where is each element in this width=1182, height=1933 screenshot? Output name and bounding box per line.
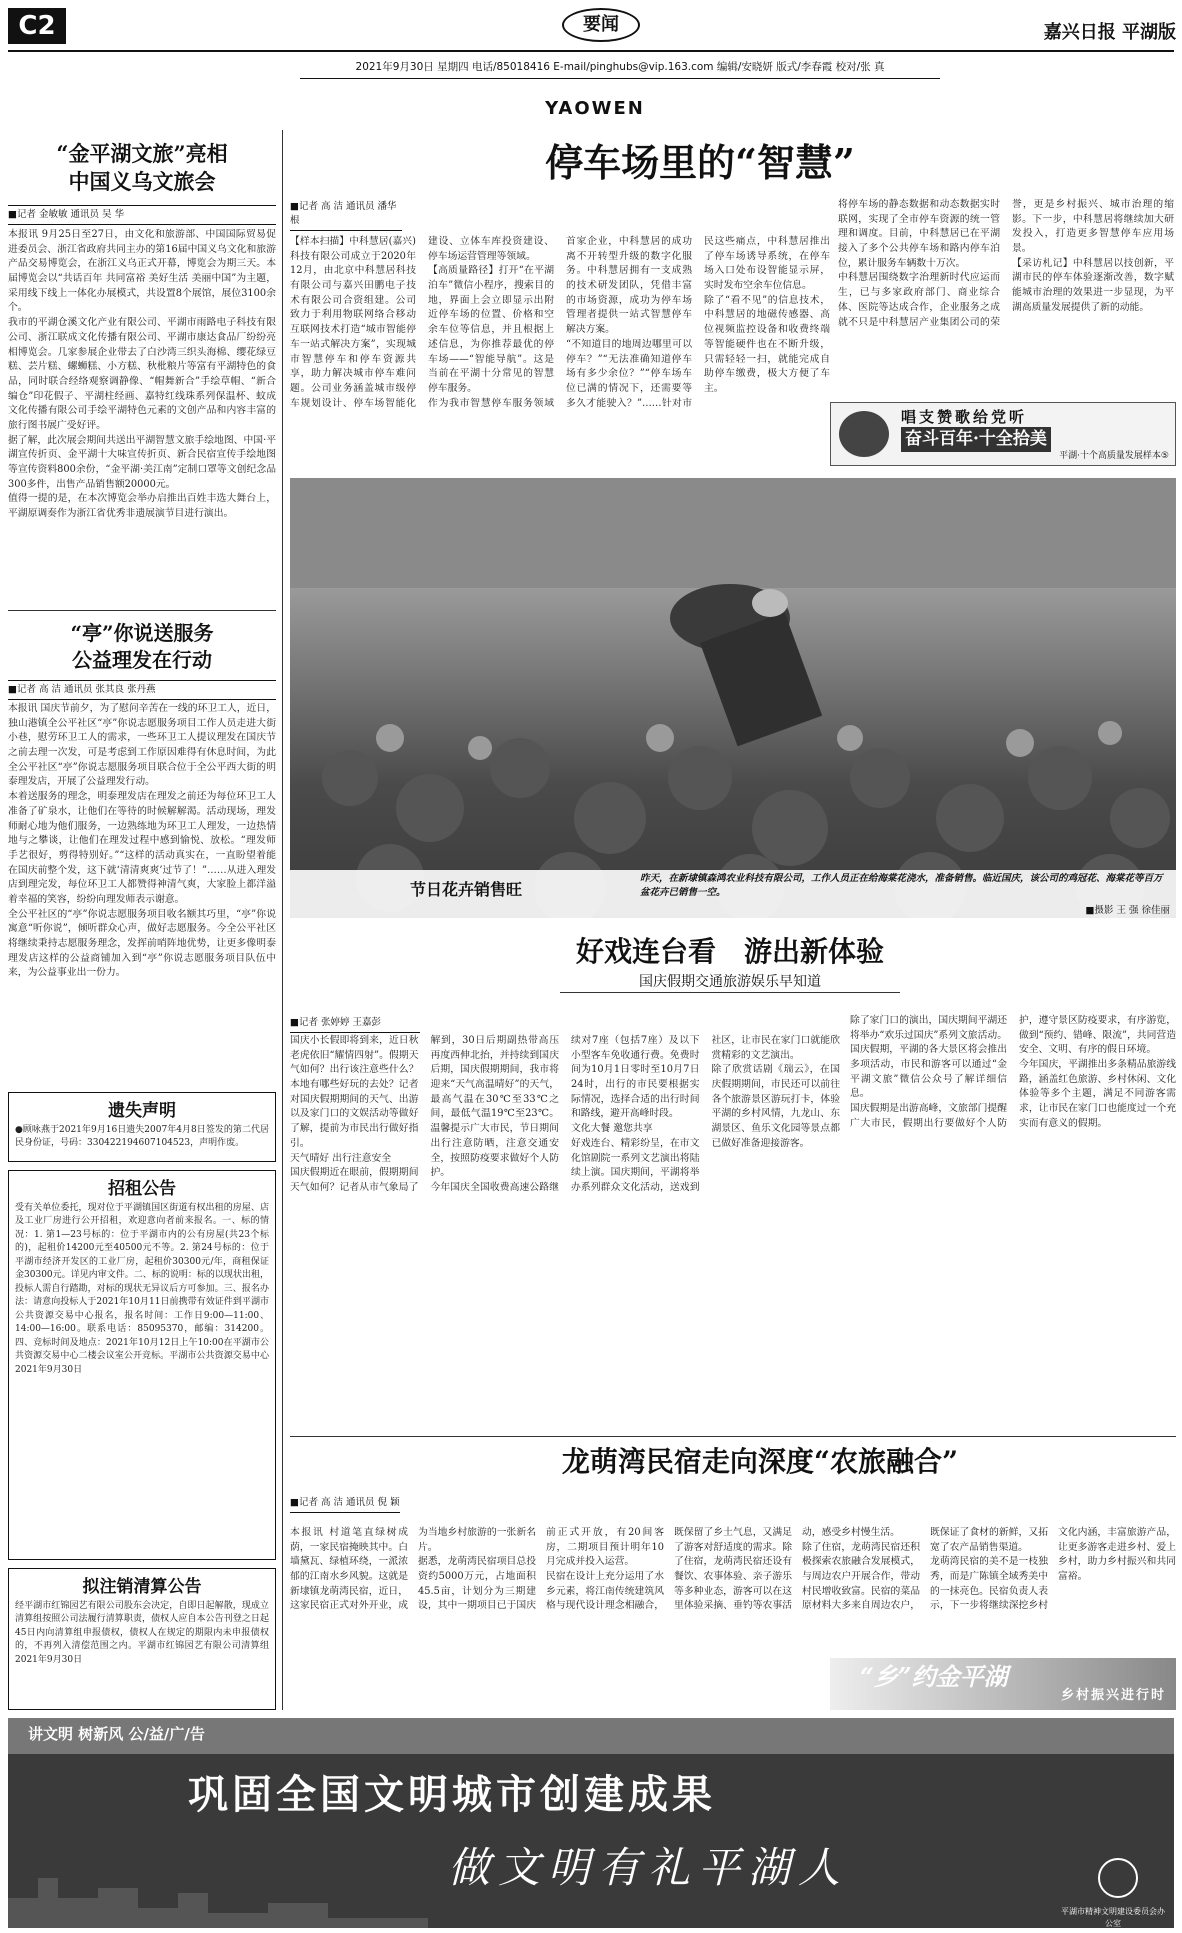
- party-banner-line2: 奋斗百年·十全拾美: [901, 427, 1051, 452]
- article4-byline: ■记者 张婷婷 王嘉彭: [290, 1014, 420, 1033]
- liquidation-notice-body: 经平湖市红锦园艺有限公司股东会决定，自即日起解散，现成立清算组按照公司法履行清算职责，债权人应自本公告刊登之日起45日内向清算组申报债权，债权人在规定的期限内未申报债权的，不再列入清偿范围之内。平湖市红锦园艺有限公司清算组 2021年9月30日: [15, 1600, 269, 1665]
- article4-body: 国庆小长假即将到来，近日秋老虎依旧“耀情四射”。假期天气如何？出行该注意些什么？本地有哪些好玩的去处？记者对国庆假期期间的天气、出游以及家门口的文娱活动等做好了解，提前为市民出行做好指引。 天气晴好 出行注意安全 国庆假期近在眼前，假期期间天气如何？记者从市气象局了解到，30日后期副热带高压再度西伸北抬，并持续到国庆后期，国庆假期期间，我市将迎来“天气高温晴好”的天气，最高气温在30℃至33℃之间，最低气温19℃至23℃。温馨提示广大市民，节日期间出行注意防晒，注意交通安全，按照防疫要求做好个人防护。 今年国庆全国收费高速公路继续对7座（包括7座）及以下小型客车免收通行费。免费时间为10月1日零时至10月7日24时，出行的市民要根据实际情况，选择合适的出行时间和路线，避开高峰时段。 文化大餐 邀您共享 好戏连台、精彩纷呈，在市文化馆剧院一系列文艺演出将陆续上演。国庆期间，平湖将举办系列群众文化活动，送戏到社区，让市民在家门口就能欣赏精彩的文艺演出。 除了欣赏话剧《瑞云》，在国庆假期期间，市民还可以前往各个旅游景区游玩打卡，体验平湖的乡村风情，九龙山、东湖景区、鱼乐文化园等景点都已做好准备迎接游客。: [290, 1035, 840, 1193]
- article2-byline: ■记者 高 洁 通讯员 张其良 张丹燕: [8, 680, 276, 700]
- ad-org: 平湖市精神文明建设委员会办公室: [1061, 1907, 1165, 1928]
- village-banner-line1: “乡”约金平湖: [860, 1662, 1008, 1691]
- photo-headline: 节日花卉销售旺: [410, 880, 523, 899]
- article5-title: 龙萌湾民宿走向深度“农旅融合”: [561, 1445, 959, 1478]
- meta-rule: [300, 78, 940, 79]
- article1-title: “金平湖文旅”亮相 中国义乌文旅会: [56, 141, 228, 195]
- village-banner-line2: 乡村振兴进行时: [1060, 1688, 1166, 1704]
- ad-script: 做文明有礼平湖人: [448, 1843, 849, 1892]
- article4-body-continued: 除了家门口的演出，国庆期间平湖还将举办“欢乐过国庆”系列文旅活动。国庆假期，平湖的各大景区将会推出多项活动，市民和游客可以通过“金平湖文旅”微信公众号了解详细信息。 国庆假期是出游高峰，文旅部门提醒广大市民，假期出行要做好个人防护，遵守景区防疫要求，有序游览，做到“预约、错峰、限流”，共同营造安全、文明、有序的假日环境。 今年国庆，平湖推出多条精品旅游线路，涵盖红色旅游、乡村休闲、文化体验等多个主题，满足不同游客需求，让市民在家门口也能度过一个充实而有意义的假期。: [850, 1015, 1176, 1129]
- article2-body: 本报讯 国庆节前夕，为了慰问辛苦在一线的环卫工人，近日，独山港镇全公平社区“亭”你说志愿服务项目工作人员走进大街小巷，慰劳环卫工人的需求，一些环卫工人提议理发在国庆节之前去理一次发，可是考虑到工作原因难得有休息时间，为此全公平社区“亭”你说志愿服务项目联合位于全公平西大街的明泰理发店，开展了公益理发行动。 本着送服务的理念，明泰理发店在理发之前还为每位环卫工人准备了矿泉水，让他们在等待的时候解解渴。活动现场，理发师耐心地为他们服务，一边熟练地为环卫工人理发，一边热情地与之攀谈，让他们在理发过程中感到愉悦、放松。“理发师手艺很好，剪得特别好。”“这样的活动真实在，一直盼望着能在国庆前整个发，这下就‘清清爽爽’过节了！”……从进入理发店到理完发，每位环卫工人都赞得神清气爽，大家脸上都洋溢着幸福的笑容，纷纷向理发师表示谢意。 全公平社区的“亭”你说志愿服务项目收名额其巧里，“亭”你说寓意“听你说”，倾听群众心声，做好志愿服务。今全公平社区将继续秉持志愿服务理念，发挥前哨阵地优势，让更多像明泰理发店这样的公益商铺加入到“亭”你说志愿服务项目队伍中来，为公益事业出一份力。: [8, 703, 276, 979]
- newspaper-brand: 嘉兴日报 平湖版: [1043, 22, 1176, 43]
- divider: [8, 610, 276, 611]
- article3-byline: ■记者 高 洁 通讯员 潘华根: [290, 198, 402, 231]
- divider: [290, 1436, 1176, 1437]
- ad-headline: 巩固全国文明城市创建成果: [188, 1771, 716, 1818]
- party-emblem-icon: [839, 411, 889, 457]
- section-english: YAOWEN: [545, 98, 645, 119]
- liquidation-notice: [8, 1568, 276, 1710]
- public-service-ad: [8, 1718, 1174, 1928]
- lost-notice-body: ●顾咏燕于2021年9月16日遗失2007年4月8日签发的第二代居民身份证，号码：330422194607104523，声明作废。: [15, 1124, 269, 1149]
- header-meta: 2021年9月30日 星期四 电话/85018416 E-mail/pinghubs@vip.163.com 编辑/安晓妍 版式/李春霞 校对/张 真: [355, 61, 885, 73]
- lost-notice-title: 遗失声明: [108, 1101, 176, 1121]
- lost-notice: [8, 1092, 276, 1162]
- article3-body: 【样本扫描】中科慧居(嘉兴)科技有限公司成立于2020年12月，由北京中科慧居科技有限公司与嘉兴田鹏电子技术有限公司合资组建。公司致力于利用物联网络合移动互联网技术打造“城市智能停车一站式解决方案”，实现城市智慧停车和停车资源共享，助力解决城市停车难问题。公司业务涵盖城市级停车规划设计、停车场智能化建设、立体车库投资建设、停车场运营管理等领域。 【高质量路径】打开“在平湖泊车”微信小程序，搜索目的地，界面上会立即显示出附近停车场的位置、价格和空余车位等信息，并且根据上述信息，为你推荐最优的停车场——“智能导航”。这是当前在平湖十分常见的智慧停车服务。 作为我市智慧停车服务领域首家企业，中科慧居的成功离不开转型升级的数字化服务。中科慧居拥有一支成熟的技术研发团队，凭借丰富的市场资源，成功为停车场管理者提供一站式智慧停车解决方案。 “不知道目的地周边哪里可以停车？”“无法准确知道停车场有多少余位？”“停车场车位已满的情况下，还需要等多久才能驶入？”……针对市民这些痛点，中科慧居推出了停车场诱导系统，在停车场入口处布设智能显示屏，实时发布空余车位信息。 除了“看不见”的信息技术，中科慧居的地磁传感器、高位视频监控设备和收费终端等智能硬件也在不断升级，只需轻轻一扫，就能完成自助停车缴费，极大方便了车主。: [290, 236, 830, 409]
- section-badge: [540, 6, 660, 52]
- ad-skyline-icon: [8, 1868, 428, 1928]
- article4-subtitle: 国庆假期交通旅游娱乐早知道: [560, 972, 900, 993]
- party-banner-sub: 平湖·十个高质量发展样本⑤: [1059, 450, 1169, 461]
- article1-byline: ■记者 金敏敏 通讯员 吴 华: [8, 205, 276, 225]
- rent-notice: [8, 1170, 276, 1560]
- ad-logo-icon: [1098, 1858, 1138, 1898]
- article5-byline: ■记者 高 洁 通讯员 倪 颖: [290, 1494, 400, 1513]
- party-banner: [830, 402, 1176, 466]
- page-number: C2: [8, 8, 66, 44]
- photo-credit: ■摄影 王 强 徐佳丽: [1085, 905, 1170, 916]
- flower-photo: [290, 478, 1176, 918]
- article5-body: 本报讯 村道笔直绿树成荫，一家民宿掩映其中。白墙黛瓦、绿植环绕，一派浓郁的江南水乡风貌。这就是新埭镇龙萌湾民宿，近日，这家民宿正式对外开业，成为当地乡村旅游的一张新名片。 据悉，龙萌湾民宿项目总投资约5000万元，占地面积45.5亩，计划分为三期建设，其中一期项目已于国庆前正式开放，有20间客房，二期项目预计明年10月完成并投入运营。 民宿在设计上充分运用了水乡元素，将江南传统建筑风格与现代设计理念相融合，既保留了乡土气息，又满足了游客对舒适度的需求。除了住宿，龙萌湾民宿还设有餐饮、农事体验、亲子游乐等多种业态，游客可以在这里体验采摘、垂钓等农事活动，感受乡村慢生活。 除了住宿，龙萌湾民宿还积极探索农旅融合发展模式，与周边农户开展合作，带动村民增收致富。民宿的菜品原材料大多来自周边农户，既保证了食材的新鲜，又拓宽了农产品销售渠道。 龙萌湾民宿的美不是一枝独秀，而是广陈镇全域秀美中的一抹亮色。民宿负责人表示，下一步将继续深挖乡村文化内涵，丰富旅游产品，让更多游客走进乡村、爱上乡村，助力乡村振兴和共同富裕。: [290, 1527, 1176, 1612]
- article4-title: 好戏连台看 游出新体验: [575, 935, 884, 968]
- photo-caption: 昨天，在新埭镇森鸿农业科技有限公司，工作人员正在给海棠花浇水，准备销售。临近国庆，该公司的鸡冠花、海棠花等百万盆花卉已销售一空。: [640, 873, 1163, 899]
- article3-body-continued: 将停车场的静态数据和动态数据实时联网，实现了全市停车资源的统一管理和调度。目前，中科慧居已在平湖接入了多个公共停车场和路内停车泊位，累计服务车辆数十万次。 中科慧居围绕数字治理新时代应运而生，已与多家政府部门、商业综合体、医院等达成合作，企业服务之成就不只是中科慧居产业集团公司的荣誉，更是乡村振兴、城市治理的缩影。下一步，中科慧居将继续加大研发投入，打造更多智慧停车应用场景。 【采访札记】中科慧居以技创新，平湖市民的停车体验逐渐改善，数字赋能城市治理的效果进一步显现，为平湖高质量发展提供了新的动能。: [838, 199, 1174, 328]
- village-banner: [830, 1658, 1176, 1710]
- article2-title: “亭”你说送服务 公益理发在行动: [70, 621, 214, 672]
- article3-title: 停车场里的“智慧”: [545, 140, 855, 185]
- header-rule: [8, 50, 1174, 52]
- left-column-divider: [282, 130, 283, 1710]
- ad-tagline: 讲文明 树新风 公/益/广/告: [28, 1725, 205, 1743]
- section-label: 要闻: [562, 8, 640, 42]
- liquidation-notice-title: 拟注销清算公告: [82, 1577, 202, 1597]
- rent-notice-body: 受有关单位委托，现对位于平湖镇国区街道有权出租的房屋、店及工业厂房进行公开招租，欢迎意向者前来报名。一、标的情况：1. 第1—23号标的：位于平湖市内的公有房屋(共23个标的)，起租价14200元至40500元不等。2. 第24号标的：位于平湖市经济开发区的工业厂房，起租价30300元/年，商租保证金30300元。详见内审文件。二、标的说明：标的以现状出租，投标人需自行踏勘，对标的现状无异议后方可参加。三、报名办法：请意向投标人于2021年10月11日前携带有效证件到平湖市公共资源交易中心报名，报名时间：工作日9:00—11:00、14:00—16:00。联系电话：85095370，邮编：314200。四、竞标时间及地点：2021年10月12日上午10:00在平湖市公共资源交易中心二楼会议室公开竞标。平湖市公共资源交易中心 2021年9月30日: [15, 1202, 269, 1375]
- rent-notice-title: 招租公告: [108, 1179, 176, 1199]
- flower-photo-illustration: [290, 478, 1176, 918]
- party-banner-line1: 唱支赞歌给党听: [901, 408, 1028, 426]
- article1-body: 本报讯 9月25日至27日，由文化和旅游部、中国国际贸易促进委员会、浙江省政府共同主办的第16届中国义乌文化和旅游产品交易博览会，在浙江义乌正式开幕，博览会为期三天。本届博览会以“共话百年 共同富裕 美好生活 美丽中国”为主题，采用线下线上一体化办展模式，共设置8个展馆，展位3100余个。 我市的平湖仓溪文化产业有限公司、平湖市雨路电子科技有限公司、浙江联成文化传播有限公司、平湖市康达食品厂纷纷亮相博览会。几家参展企业带去了白沙湾三织头海棉、缨花绿豆糕、芸片糕、螺蛳糕、小方糕、秋枇粮片等富有平湖特色的食品，同时联合经络观察调静像、“帽舞新合”手绘草帽、“新合编仓”印花假子、平湖柱经画、嘉特红线珠系列保温杯、蚊成文化传播有限公司手绘平湖特色元素的文创产品和内容丰富的旅行图书展广受好评。 据了解，此次展会期间共送出平湖智慧文旅手绘地图、中国·平湖宣传折页、金平湖十大味宣传折页、新合民宿宣传手绘地图等宣传资料800余份，“金平湖·美江南”定制口罩等文创纪念品300多件，出售产品销售额20000元。 值得一提的是，在本次博览会举办启推出百姓丰选大舞台上，平湖原调奏作为浙江省优秀非遗展演节目进行演出。: [8, 229, 276, 520]
